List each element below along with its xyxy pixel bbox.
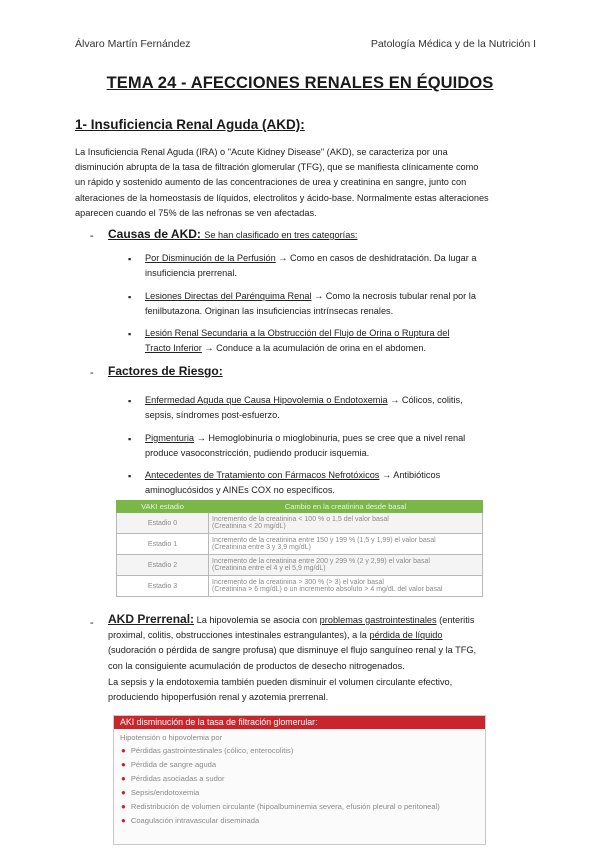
prerrenal-heading: AKD Prerrenal: [108,612,195,626]
causa-term: Por Disminución de la Perfusión [145,253,276,263]
list-item-text: Redistribución de volumen circulante (hipoalbuminemia severa, efusión pleural o peritoneal) [130,802,440,811]
aki-box [113,715,486,845]
bullet-marker: ▪ [128,329,132,339]
page-title: TEMA 24 - AFECCIONES RENALES EN ÉQUIDOS [106,74,494,92]
bullet-marker: ▪ [128,434,132,444]
intro-line: un rápido y sostenido aumento de las concentraciones de urea y creatinina en sangre, junto con [75,177,467,188]
bullet-marker: ▪ [128,471,132,481]
causa-text: → Conduce a la acumulación de orina en el abdomen. [201,343,427,354]
prerrenal-text: (sudoración o pérdida de sangre profusa) que disminuye el flujo sanguíneo renal y la TFG, [108,645,477,656]
table-cell-change [209,513,483,534]
prerrenal-text: con la consiguiente acumulación de productos de desecho nitrogenados. [108,660,405,671]
table-cell-stage: Estadio 1 [117,534,209,555]
table-cell-stage: Estadio 2 [117,555,209,576]
cell-line: (Creatinina > 6 mg/dL) o un incremento absoluto > 4 mg/dL del valor basal [212,586,443,593]
list-item [121,814,485,828]
prerrenal-paragraph-2 [108,675,528,705]
prerrenal-text: produciendo hipoperfusión renal y azotemia prerrenal. [108,692,329,703]
section-heading: 1- Insuficiencia Renal Aguda (AKD): [75,117,305,132]
causa-term: Lesiones Directas del Parénquima Renal [145,291,312,301]
prerrenal-text: La sepsis y la endotoxemia también pueden disminuir el volumen circulante efectivo, [108,677,453,687]
bullet-dot-icon: ● [121,788,126,797]
intro-line: aparecen cuando el 75% de las nefronas se ven afectadas. [75,207,317,218]
list-item-text: Sepsis/endotoxemia [130,788,200,797]
prerrenal-term: problemas gastrointestinales [319,615,437,625]
table-header-cell: Cambio en la creatinina desde basal [209,501,483,513]
list-item-text: Pérdidas gastrointestinales (cólico, enterocolitis) [130,746,294,755]
causas-heading [108,227,357,241]
causa-term: Lesión Renal Secundaria a la Obstrucción del Flujo de Orina o Ruptura del [145,328,450,338]
aki-box-subtitle: Hipotensión o hipovolemia por [120,733,223,742]
list-item [121,758,485,772]
list-dash: - [90,230,94,242]
cell-line: (Creatinina < 20 mg/dL) [212,523,286,530]
prerrenal-text: proximal, colitis, obstrucciones intestinales estrangulantes), a la [108,630,370,641]
table-row [117,534,483,555]
list-item-text: Pérdida de sangre aguda [130,760,217,769]
bullet-marker: ▪ [128,292,132,302]
causa-item [145,289,527,319]
bullet-marker: ▪ [128,396,132,406]
causa-text: → Como en casos de deshidratación. Da lugar a [275,253,477,263]
list-dash: - [90,367,94,379]
factor-term: Pigmenturia [145,433,195,443]
causa-item [145,251,527,281]
factor-text: → Cólicos, colitis, [387,395,463,405]
list-item [121,744,485,758]
causas-heading-text: Causas de AKD: [108,227,201,241]
factor-item [145,393,527,423]
list-item-text: Pérdidas asociadas a sudor [130,774,225,783]
table-cell-change [209,534,483,555]
cell-line: Incremento de la creatinina entre 150 y 199 % (1,5 y 1,99) el valor basal [212,537,436,544]
factor-item [145,431,527,461]
vaki-table [116,500,483,597]
intro-line: La Insuficiencia Renal Aguda (IRA) o "Acute Kidney Disease" (AKD), se caracteriza por una [75,147,448,157]
factor-text: aminoglucósidos y AINEs COX no específicos. [145,485,335,496]
table-row [117,555,483,576]
list-item [121,772,485,786]
table-cell-stage: Estadio 0 [117,513,209,534]
prerrenal-text: (enteritis [436,615,475,625]
prerrenal-text: La hipovolemia se asocia con [194,615,320,625]
list-dash: - [90,617,94,629]
causa-term: Tracto Inferior [145,343,202,354]
bullet-dot-icon: ● [121,802,126,811]
table-cell-stage: Estadio 3 [117,576,209,597]
header-course: Patología Médica y de la Nutrición I [370,38,536,50]
table-cell-change [209,576,483,597]
prerrenal-paragraph [108,612,528,674]
aki-box-title: AKI disminución de la tasa de filtración glomerular: [114,716,485,729]
header-author: Álvaro Martín Fernández [75,38,191,50]
aki-list [114,744,485,828]
bullet-dot-icon: ● [121,816,126,825]
cell-line: Incremento de la creatinina > 300 % (> 3) el valor basal [212,579,384,586]
bullet-dot-icon: ● [121,774,126,783]
bullet-dot-icon: ● [121,760,126,769]
list-item-text: Coagulación intravascular diseminada [130,816,260,825]
factor-text: sepsis, síndromes post-esfuerzo. [145,410,280,421]
causa-text: → Como la necrosis tubular renal por la [311,291,476,301]
cell-line: Incremento de la creatinina < 100 % o 1,5 del valor basal [212,516,389,523]
factores-heading: Factores de Riesgo: [108,364,223,378]
causa-text: fenilbutazona. Originan las insuficiencias intrínsecas renales. [145,306,394,317]
causas-subtitle: Se han clasificado en tres categorías: [204,230,358,240]
factor-term: Enfermedad Aguda que Causa Hipovolemia o Endotoxemia [145,395,388,405]
factor-text: → Hemoglobinuria o mioglobinuria, pues se cree que a nivel renal [194,433,466,443]
causa-item [145,326,527,356]
table-row [117,513,483,534]
intro-paragraph [75,145,527,221]
table-header-row [117,501,483,513]
intro-line: disminución abrupta de la tasa de filtración glomerular (TFG), que se manifiesta clínicamente como [75,162,479,173]
list-item [121,800,485,814]
table-cell-change [209,555,483,576]
factor-text: produce vasoconstricción, pudiendo producir isquemia. [145,448,370,459]
factor-item [145,468,527,498]
list-item [121,786,485,800]
cell-line: (Creatinina entre 3 y 3,9 mg/dL) [212,544,311,551]
intro-line: alteraciones de la homeostasis de líquidos, electrolitos y ácido-base. Normalmente estas alteraciones [75,192,489,203]
cell-line: Incremento de la creatinina entre 200 y 299 % (2 y 2,99) el valor basal [212,558,430,565]
factor-term: Antecedentes de Tratamiento con Fármacos Nefrotóxicos [145,470,380,480]
causa-text: insuficiencia prerrenal. [145,268,237,279]
table-header-cell: VAKI estadio [117,501,209,513]
prerrenal-term: pérdida de líquido [369,630,443,641]
table-row [117,576,483,597]
factor-text: → Antibióticos [379,470,441,480]
cell-line: (Creatinina entre el 4 y el 5,9 mg/dL) [212,565,326,572]
bullet-dot-icon: ● [121,746,126,755]
bullet-marker: ▪ [128,254,132,264]
